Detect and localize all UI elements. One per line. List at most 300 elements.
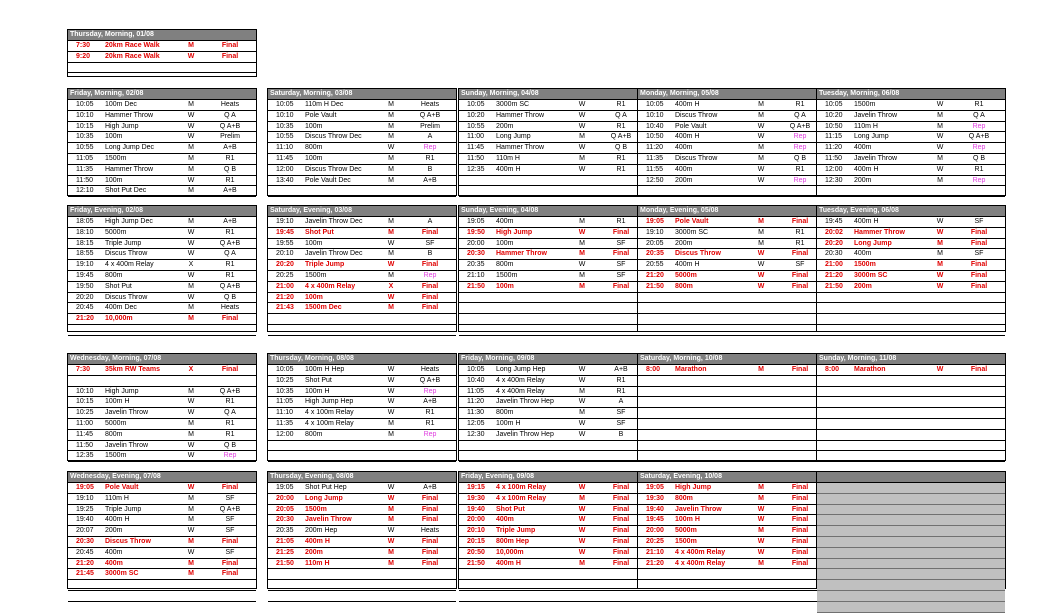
event-name: 110m H <box>105 494 129 502</box>
event-time: 21:50 <box>825 282 843 290</box>
event-round: SF <box>974 250 984 258</box>
event-name: Long Jump <box>854 239 892 247</box>
event-round: Final <box>791 282 809 290</box>
event-time: 8:00 <box>825 366 840 373</box>
event-gender: M <box>388 176 394 184</box>
event-row <box>459 186 647 197</box>
event-time: 19:10 <box>276 218 294 225</box>
event-row <box>638 165 826 176</box>
event-round: Q B <box>223 165 237 173</box>
event-gender: X <box>388 282 394 290</box>
event-row <box>459 548 647 559</box>
event-row <box>817 397 1005 408</box>
event-round: Prelim <box>420 122 440 130</box>
event-gender: W <box>387 527 395 535</box>
event-row <box>268 548 456 559</box>
event-round: Final <box>612 537 630 545</box>
event-name: 10,000m <box>496 548 524 556</box>
event-round: Q A+B <box>219 505 241 513</box>
event-name: 4 x 100m Relay <box>496 494 547 502</box>
event-gender: W <box>187 527 195 535</box>
event-row <box>268 249 456 260</box>
event-time: 19:40 <box>467 505 485 513</box>
event-row <box>638 100 826 111</box>
event-row <box>459 376 647 387</box>
event-name: 800m <box>105 271 123 279</box>
event-row <box>817 569 1005 580</box>
event-gender: M <box>579 282 585 290</box>
event-row <box>268 441 456 452</box>
event-round: SF <box>616 239 626 247</box>
event-gender: W <box>578 165 586 173</box>
event-row <box>638 430 826 441</box>
event-row <box>817 494 1005 505</box>
event-time: 21:20 <box>825 271 843 279</box>
event-row <box>817 271 1005 282</box>
event-row <box>459 537 647 548</box>
event-row <box>268 526 456 537</box>
event-round: Final <box>970 239 988 247</box>
event-name: 400m <box>105 548 123 556</box>
event-name: Triple Jump <box>496 527 536 535</box>
event-time: 11:35 <box>276 419 293 427</box>
event-gender: W <box>936 228 944 236</box>
event-gender: W <box>578 261 586 269</box>
event-row <box>68 408 256 419</box>
event-row <box>817 165 1005 176</box>
event-gender: W <box>757 176 765 184</box>
event-row <box>68 282 256 293</box>
event-name: 1500m <box>675 537 697 545</box>
event-round: Final <box>421 261 439 269</box>
event-row <box>638 569 826 580</box>
event-row <box>638 451 826 462</box>
event-gender: W <box>936 282 944 290</box>
session-header: Wednesday, Morning, 07/08 <box>68 354 256 365</box>
event-row <box>459 132 647 143</box>
event-name: 200m <box>675 176 693 184</box>
event-row <box>638 441 826 452</box>
event-gender: M <box>188 559 194 567</box>
event-row <box>459 591 647 602</box>
event-row <box>268 591 456 602</box>
session-block <box>67 471 257 589</box>
event-row <box>638 494 826 505</box>
event-name: 100m <box>305 154 323 162</box>
event-name: 4 x 100m Relay <box>305 419 354 427</box>
event-name: 1500m Dec <box>305 304 342 312</box>
event-gender: M <box>388 559 394 567</box>
event-name: 35km RW Teams <box>105 366 160 373</box>
event-gender: M <box>388 165 394 173</box>
event-gender: M <box>388 122 394 130</box>
event-name: Triple Jump <box>305 261 345 269</box>
event-row <box>638 293 826 304</box>
event-gender: W <box>187 548 195 556</box>
event-time: 20:45 <box>76 304 94 312</box>
event-row <box>268 336 456 346</box>
event-row <box>817 537 1005 548</box>
event-name: 800m <box>305 430 323 438</box>
event-name: 400m H <box>105 516 130 524</box>
event-time: 10:20 <box>825 111 843 119</box>
event-time: 20:10 <box>276 250 294 258</box>
event-gender: M <box>188 101 194 108</box>
event-round: Final <box>791 484 809 491</box>
event-gender: M <box>188 282 194 290</box>
event-name: 800m <box>496 409 514 417</box>
event-name: Javelin Throw Dec <box>305 218 363 225</box>
event-round: Heats <box>420 101 440 108</box>
event-name: Javelin Throw Hep <box>496 430 554 438</box>
session-header: Saturday, Evening, 03/08 <box>268 206 456 217</box>
event-gender: W <box>757 548 765 556</box>
event-round: R1 <box>225 398 235 406</box>
event-name: Shot Put Dec <box>105 187 147 195</box>
event-round: Final <box>421 559 439 567</box>
event-time: 19:05 <box>646 484 664 491</box>
event-name: 400m Dec <box>105 304 137 312</box>
event-row <box>817 591 1005 602</box>
event-row <box>68 239 256 250</box>
event-name: 5000m <box>675 527 697 535</box>
event-row <box>459 569 647 580</box>
event-row <box>268 451 456 462</box>
event-row <box>459 494 647 505</box>
event-row <box>817 186 1005 197</box>
event-name: Long Jump <box>496 133 531 141</box>
event-round: R1 <box>795 228 805 236</box>
event-row <box>268 282 456 293</box>
event-round: Q A+B <box>219 122 241 130</box>
session-block <box>67 353 257 461</box>
event-row <box>817 314 1005 325</box>
event-name: 400m H <box>675 101 700 108</box>
event-round: Final <box>970 282 988 290</box>
event-round: Rep <box>793 144 807 152</box>
session-block <box>816 471 1006 589</box>
event-row <box>817 548 1005 559</box>
event-round: Final <box>221 570 239 578</box>
event-row <box>268 122 456 133</box>
event-name: 800m <box>305 144 323 152</box>
event-time: 11:05 <box>467 387 484 395</box>
event-name: Hammer Throw <box>496 144 545 152</box>
event-row <box>638 559 826 570</box>
event-round: R1 <box>795 239 805 247</box>
event-gender: X <box>188 261 194 269</box>
session-block <box>637 205 827 332</box>
session-block <box>458 353 648 461</box>
event-row <box>459 408 647 419</box>
event-row <box>68 569 256 580</box>
event-gender: W <box>387 293 395 301</box>
event-time: 19:45 <box>646 516 664 524</box>
event-round: Q A <box>794 111 806 119</box>
event-round: Final <box>612 484 630 491</box>
event-time: 19:55 <box>276 239 294 247</box>
event-round: Q B <box>223 293 237 301</box>
event-gender: M <box>388 430 394 438</box>
event-name: Marathon <box>675 366 707 373</box>
event-row <box>459 430 647 441</box>
event-round: R1 <box>425 419 435 427</box>
event-row <box>268 580 456 591</box>
event-row <box>638 505 826 516</box>
session-block <box>458 205 648 332</box>
event-round: SF <box>616 409 626 417</box>
event-time: 11:50 <box>825 154 842 162</box>
event-row <box>268 559 456 570</box>
event-row <box>68 559 256 570</box>
session-header: Tuesday, Evening, 06/08 <box>817 206 1005 217</box>
event-gender: M <box>188 144 194 152</box>
event-gender: M <box>579 559 585 567</box>
event-row <box>817 580 1005 591</box>
event-row <box>268 132 456 143</box>
event-time: 12:30 <box>825 176 843 184</box>
event-round: Prelim <box>220 133 240 141</box>
event-round: Final <box>421 293 439 301</box>
event-name: 1500m <box>305 271 327 279</box>
event-gender: W <box>187 441 195 449</box>
event-gender: M <box>758 218 764 225</box>
event-gender: M <box>579 494 585 502</box>
event-time: 21:50 <box>467 282 485 290</box>
event-name: Javelin Throw Hep <box>496 398 554 406</box>
event-round: Rep <box>423 430 437 438</box>
event-row <box>817 282 1005 293</box>
event-time: 20:35 <box>276 527 294 535</box>
event-name: 4 x 400m Relay <box>105 261 154 269</box>
event-round: B <box>618 430 624 438</box>
event-time: 20:30 <box>467 250 485 258</box>
event-time: 10:35 <box>276 122 294 130</box>
session-block <box>267 353 457 461</box>
event-time: 21:00 <box>276 282 294 290</box>
event-round: Final <box>791 548 809 556</box>
event-row <box>817 387 1005 398</box>
event-time: 21:10 <box>646 548 664 556</box>
event-round: Q A+B <box>789 122 811 130</box>
event-gender: M <box>937 154 943 162</box>
event-time: 10:55 <box>76 144 94 152</box>
event-time: 19:45 <box>276 228 294 236</box>
event-round: R1 <box>225 228 235 236</box>
event-row <box>68 336 256 346</box>
event-name: 4 x 400m Relay <box>305 282 356 290</box>
event-name: 3000m SC <box>854 271 888 279</box>
event-round: Q B <box>972 154 986 162</box>
event-row <box>268 483 456 494</box>
event-round: Final <box>791 516 809 524</box>
event-row <box>459 559 647 570</box>
event-gender: W <box>936 144 944 152</box>
event-name: 100m H <box>305 387 330 395</box>
event-round: Q A+B <box>219 239 241 247</box>
event-time: 20:15 <box>467 537 485 545</box>
event-gender: M <box>758 366 764 373</box>
event-gender: W <box>757 165 765 173</box>
event-row <box>817 559 1005 570</box>
event-row <box>68 176 256 187</box>
event-round: Final <box>612 505 630 513</box>
event-row <box>459 176 647 187</box>
event-gender: M <box>579 409 585 417</box>
event-time: 10:55 <box>467 122 485 130</box>
event-row <box>459 336 647 346</box>
event-name: 3000m SC <box>496 101 530 108</box>
event-gender: M <box>579 154 585 162</box>
event-time: 10:35 <box>76 133 94 141</box>
event-gender: W <box>936 366 944 373</box>
event-row <box>817 419 1005 430</box>
event-gender: W <box>757 250 765 258</box>
event-round: Q A+B <box>219 282 241 290</box>
event-round: B <box>427 250 433 258</box>
event-round: A+B <box>423 398 437 406</box>
event-gender: M <box>579 250 585 258</box>
event-gender: W <box>578 516 586 524</box>
event-name: 800m <box>105 430 123 438</box>
event-row <box>638 548 826 559</box>
event-gender: M <box>188 419 194 427</box>
event-gender: W <box>187 239 195 247</box>
event-time: 19:10 <box>646 228 664 236</box>
event-gender: M <box>758 527 764 535</box>
event-round: B <box>427 165 433 173</box>
event-gender: W <box>187 398 195 406</box>
event-round: R1 <box>616 218 626 225</box>
event-row <box>817 602 1005 613</box>
event-round: SF <box>616 419 626 427</box>
event-time: 19:05 <box>276 484 294 491</box>
event-name: Shot Put <box>105 282 132 290</box>
session-header: Friday, Evening, 02/08 <box>68 206 256 217</box>
event-row <box>459 154 647 165</box>
event-row <box>268 260 456 271</box>
event-round: R1 <box>616 101 626 108</box>
event-row <box>817 100 1005 111</box>
event-gender: M <box>388 419 394 427</box>
event-round: Rep <box>423 144 437 152</box>
event-gender: M <box>758 239 764 247</box>
event-row <box>68 122 256 133</box>
event-time: 11:05 <box>76 154 93 162</box>
event-time: 21:20 <box>646 271 664 279</box>
event-row <box>459 515 647 526</box>
event-round: Rep <box>972 122 986 130</box>
event-row <box>68 419 256 430</box>
event-name: 400m <box>675 165 693 173</box>
event-row <box>638 365 826 376</box>
event-name: 400m H <box>854 218 879 225</box>
event-name: 110m H <box>496 154 520 162</box>
event-name: Discus Throw Dec <box>305 165 362 173</box>
event-round: Q A <box>224 111 236 119</box>
event-name: 200m <box>675 239 693 247</box>
event-round: Final <box>970 366 988 373</box>
event-row <box>459 365 647 376</box>
event-time: 10:35 <box>276 387 294 395</box>
event-gender: W <box>936 133 944 141</box>
event-gender: M <box>188 430 194 438</box>
event-row <box>268 569 456 580</box>
event-round: Q A+B <box>610 133 632 141</box>
event-time: 8:00 <box>646 366 661 373</box>
event-gender: W <box>578 376 586 384</box>
event-round: Q A+B <box>968 133 990 141</box>
event-round: Final <box>221 484 239 491</box>
event-name: Long Jump <box>305 494 343 502</box>
event-time: 20:55 <box>646 261 664 269</box>
event-time: 20:35 <box>467 261 485 269</box>
event-time: 21:00 <box>825 261 843 269</box>
event-time: 19:45 <box>76 271 94 279</box>
event-time: 18:05 <box>76 218 94 225</box>
event-row <box>638 122 826 133</box>
event-round: Final <box>612 527 630 535</box>
event-gender: W <box>757 282 765 290</box>
event-time: 21:05 <box>276 537 294 545</box>
event-gender: W <box>757 516 765 524</box>
event-name: Discus Throw <box>675 250 721 258</box>
event-time: 11:15 <box>825 133 842 141</box>
event-name: 100m H <box>496 419 521 427</box>
event-round: Heats <box>220 304 240 312</box>
event-name: 400m H <box>496 559 521 567</box>
event-time: 12:05 <box>467 419 485 427</box>
event-time: 19:05 <box>76 484 94 491</box>
event-row <box>68 441 256 452</box>
event-gender: W <box>578 419 586 427</box>
event-row <box>638 408 826 419</box>
event-round: Final <box>612 250 630 258</box>
event-round: Final <box>970 271 988 279</box>
event-gender: M <box>579 239 585 247</box>
event-name: Javelin Throw <box>105 409 149 417</box>
event-gender: W <box>387 239 395 247</box>
event-row <box>68 154 256 165</box>
event-row <box>459 249 647 260</box>
event-round: Final <box>421 304 439 312</box>
event-name: 110m H <box>854 122 878 130</box>
event-gender: W <box>387 494 395 502</box>
event-gender: W <box>187 452 195 460</box>
event-gender: M <box>937 176 943 184</box>
event-row <box>459 526 647 537</box>
event-name: 800m <box>496 261 514 269</box>
event-row <box>817 483 1005 494</box>
event-round: SF <box>225 548 235 556</box>
event-time: 20:45 <box>76 548 94 556</box>
event-time: 21:50 <box>467 559 485 567</box>
event-row <box>68 325 256 336</box>
event-name: Javelin Throw Dec <box>305 250 363 258</box>
event-round: Rep <box>423 387 437 395</box>
event-time: 10:40 <box>467 376 485 384</box>
event-gender: M <box>937 250 943 258</box>
event-gender: M <box>388 548 394 556</box>
event-name: 4 x 100m Relay <box>305 409 354 417</box>
event-time: 9:20 <box>76 52 91 60</box>
event-name: 1500m <box>305 505 327 513</box>
event-gender: M <box>388 228 394 236</box>
event-gender: W <box>578 366 586 373</box>
event-row <box>638 387 826 398</box>
event-name: Hammer Throw <box>105 165 154 173</box>
event-gender: M <box>188 505 194 513</box>
